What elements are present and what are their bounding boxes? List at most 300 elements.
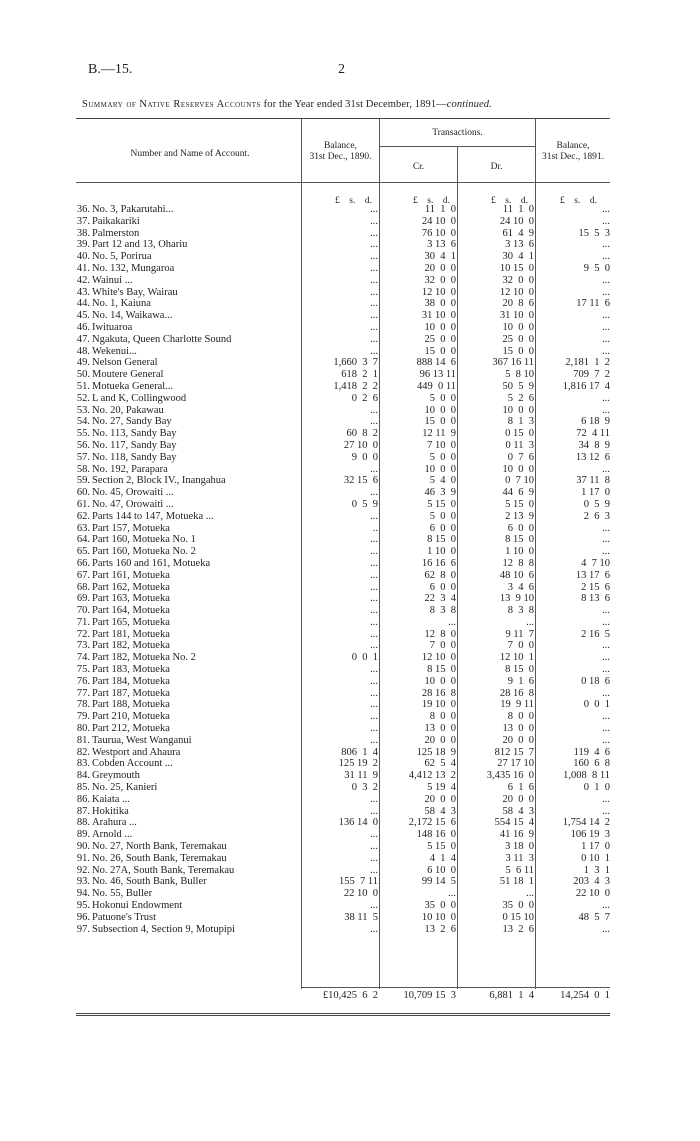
- credit: 125 18 9: [416, 746, 456, 758]
- units-balance-1890: £ s. d.: [335, 196, 372, 206]
- balance-1890: ...: [370, 404, 378, 416]
- debit: 13 0 0: [502, 723, 534, 735]
- debit: 20 0 0: [502, 793, 534, 805]
- balance-1890: ...: [370, 510, 378, 522]
- table-row: [0, 428, 700, 440]
- row-number: 37.: [76, 215, 90, 227]
- credit: 3 13 6: [427, 239, 456, 251]
- balance-1891: 6 18 9: [581, 416, 610, 428]
- balance-1890: ..: [372, 522, 378, 534]
- col-header-transactions: Transactions.: [432, 128, 483, 138]
- balance-1890: 0 0 1: [351, 652, 378, 664]
- debit: 58 4 3: [502, 805, 534, 817]
- debit: 3 13 6: [505, 239, 534, 251]
- balance-1891: ...: [602, 310, 610, 322]
- table-row: [0, 676, 700, 688]
- debit: 50 5 9: [502, 380, 534, 392]
- balance-1890: ...: [370, 699, 378, 711]
- balance-1891: 0 5 9: [583, 498, 610, 510]
- row-number: 57.: [76, 451, 90, 463]
- account-name: No. 118, Sandy Bay: [92, 451, 177, 463]
- row-number: 51.: [76, 380, 90, 392]
- row-number: 79.: [76, 711, 90, 723]
- credit: ...: [448, 888, 456, 900]
- credit: 30 4 1: [424, 251, 456, 263]
- credit: 888 14 6: [416, 357, 456, 369]
- row-number: 50.: [76, 369, 90, 381]
- table-row: [0, 841, 700, 853]
- account-name: Greymouth: [92, 770, 140, 782]
- debit: 9 1 6: [507, 675, 534, 687]
- table-row: [0, 699, 700, 711]
- col-header-dr: Dr.: [490, 162, 503, 172]
- balance-1890: ...: [370, 723, 378, 735]
- credit: 5 15 0: [427, 498, 456, 510]
- account-name: No. 113, Sandy Bay: [92, 428, 177, 440]
- row-number: 60.: [76, 487, 90, 499]
- debit: 5 15 0: [505, 498, 534, 510]
- row-number: 42.: [76, 274, 90, 286]
- balance-1891: ...: [602, 900, 610, 912]
- table-row: [0, 275, 700, 287]
- balance-1890: 806 1 4: [341, 746, 378, 758]
- balance-1891: ...: [602, 204, 610, 215]
- table-row: [0, 546, 700, 558]
- account-name: Part 212, Motueka: [92, 723, 170, 735]
- debit: 1 10 0: [505, 546, 534, 558]
- table-title: [82, 99, 627, 110]
- balance-1890: 136 14 0: [338, 817, 378, 829]
- row-number: 77.: [76, 687, 90, 699]
- account-name: No. 45, Orowaiti ...: [92, 487, 174, 499]
- balance-1891: ...: [602, 687, 610, 699]
- account-name: Part 181, Motueka: [92, 628, 170, 640]
- balance-1891: ...: [602, 546, 610, 558]
- account-name: Part 157, Motueka: [92, 522, 170, 534]
- debit: 3 11 3: [505, 852, 534, 864]
- account-name: Part 188, Motueka: [92, 699, 170, 711]
- credit: 8 3 8: [429, 605, 456, 617]
- title-mid: for the Year ended 31st December, 1891—: [260, 99, 447, 110]
- row-number: 80.: [76, 723, 90, 735]
- debit: ...: [526, 616, 534, 628]
- row-number: 43.: [76, 286, 90, 298]
- credit: 35 0 0: [424, 900, 456, 912]
- balance-1890: ...: [370, 215, 378, 227]
- table-row: [0, 381, 700, 393]
- row-number: 38.: [76, 227, 90, 239]
- table-row: [0, 853, 700, 865]
- balance-1890: 0 2 6: [351, 392, 378, 404]
- balance-1891: 48 5 7: [578, 911, 610, 923]
- account-name: Parts 160 and 161, Motueka: [92, 557, 211, 569]
- balance-1890: ...: [370, 616, 378, 628]
- table-row: [0, 582, 700, 594]
- balance-1891: 2,181 1 2: [565, 357, 610, 369]
- row-number: 59.: [76, 475, 90, 487]
- table-row: [0, 228, 700, 240]
- balance-1891: ...: [602, 534, 610, 546]
- table-row: [0, 900, 700, 912]
- table-row: [0, 216, 700, 228]
- account-name: White's Bay, Wairau: [92, 286, 178, 298]
- table-row: [0, 865, 700, 877]
- credit: 31 10 0: [421, 310, 456, 322]
- debit: 3 18 0: [505, 841, 534, 853]
- table-row: [0, 523, 700, 535]
- balance-1891: 15 5 3: [578, 227, 610, 239]
- table-row: [0, 664, 700, 676]
- balance-1890: ...: [370, 262, 378, 274]
- account-name: Moutere General: [92, 369, 164, 381]
- balance-1891: ...: [602, 711, 610, 723]
- table-row: [0, 440, 700, 452]
- table-row: [0, 534, 700, 546]
- row-number: 36.: [76, 204, 90, 215]
- row-number: 54.: [76, 416, 90, 428]
- debit: 0 11 3: [505, 439, 534, 451]
- table-row: [0, 806, 700, 818]
- units-cr: £ s. d.: [413, 196, 450, 206]
- debit: 2 13 9: [505, 510, 534, 522]
- balance-1891: 2 15 6: [581, 581, 610, 593]
- balance-1891: 9 5 0: [583, 262, 610, 274]
- debit: 6 0 0: [507, 522, 534, 534]
- table-row: [0, 912, 700, 924]
- account-name: Subsection 4, Section 9, Motupipi: [92, 923, 235, 935]
- credit: 12 11 9: [422, 428, 456, 440]
- balance-1891: ...: [602, 605, 610, 617]
- transactions-rule: [380, 146, 535, 147]
- balance-1890: ...: [370, 593, 378, 605]
- account-name: Arahura ...: [92, 817, 137, 829]
- account-name: Part 163, Motueka: [92, 593, 170, 605]
- balance-1890: ...: [370, 274, 378, 286]
- credit: 5 15 0: [427, 841, 456, 853]
- debit: 10 0 0: [502, 404, 534, 416]
- balance-1890: ...: [370, 900, 378, 912]
- table-row: [0, 322, 700, 334]
- debit: 812 15 7: [494, 746, 534, 758]
- row-number: 53.: [76, 404, 90, 416]
- account-name: Wekenui...: [92, 345, 137, 357]
- credit: 58 4 3: [424, 805, 456, 817]
- credit: 20 0 0: [424, 793, 456, 805]
- account-name: No. 47, Orowaiti ...: [92, 498, 174, 510]
- balance-1891: ...: [602, 463, 610, 475]
- table-row: [0, 310, 700, 322]
- units-balance-1891: £ s. d.: [560, 196, 597, 206]
- row-number: 91.: [76, 852, 90, 864]
- debit: 15 0 0: [502, 345, 534, 357]
- col-header-balance-1890-a: Balance,: [324, 141, 357, 151]
- row-number: 88.: [76, 817, 90, 829]
- debit: 51 18 1: [499, 876, 534, 888]
- balance-1891: ...: [602, 251, 610, 263]
- table-row: [0, 204, 700, 216]
- table-row: [0, 346, 700, 358]
- credit: 62 5 4: [424, 758, 456, 770]
- balance-1890: ...: [370, 463, 378, 475]
- balance-1891: 2 6 3: [583, 510, 610, 522]
- debit: 24 10 0: [499, 215, 534, 227]
- row-number: 90.: [76, 841, 90, 853]
- table-row: [0, 782, 700, 794]
- debit: 3,435 16 0: [486, 770, 534, 782]
- account-name: No. 55, Buller: [92, 888, 153, 900]
- table-body: [0, 204, 700, 935]
- header-bottom-rule: [76, 182, 610, 183]
- balance-1890: 618 2 1: [341, 369, 378, 381]
- total-balance-1890: £10,425 6 2: [322, 990, 378, 1001]
- row-number: 39.: [76, 239, 90, 251]
- row-number: 94.: [76, 888, 90, 900]
- debit: 8 0 0: [507, 711, 534, 723]
- balance-1890: ...: [370, 204, 378, 215]
- row-number: 78.: [76, 699, 90, 711]
- row-number: 75.: [76, 664, 90, 676]
- balance-1890: 0 3 2: [351, 782, 378, 794]
- balance-1890: ...: [370, 793, 378, 805]
- totals-rule: [301, 987, 610, 988]
- credit: 7 0 0: [429, 640, 456, 652]
- table-row: [0, 416, 700, 428]
- balance-1890: ...: [370, 239, 378, 251]
- balance-1890: ...: [370, 664, 378, 676]
- balance-1891: 119 4 6: [573, 746, 610, 758]
- credit: 8 15 0: [427, 534, 456, 546]
- row-number: 62.: [76, 510, 90, 522]
- debit: 0 15 0: [505, 428, 534, 440]
- total-cr: 10,709 15 3: [403, 990, 456, 1001]
- credit: 148 16 0: [416, 829, 456, 841]
- balance-1891: ...: [602, 734, 610, 746]
- balance-1891: 22 10 0: [575, 888, 610, 900]
- balance-1891: 203 4 3: [573, 876, 610, 888]
- table-row: [0, 298, 700, 310]
- debit: ...: [526, 888, 534, 900]
- account-name: No. 27, Sandy Bay: [92, 416, 172, 428]
- table-row: [0, 405, 700, 417]
- debit: 20 0 0: [502, 734, 534, 746]
- credit: 62 8 0: [424, 569, 456, 581]
- row-number: 73.: [76, 640, 90, 652]
- debit: 48 10 6: [499, 569, 534, 581]
- row-number: 69.: [76, 593, 90, 605]
- debit: 8 15 0: [505, 534, 534, 546]
- balance-1891: ...: [602, 652, 610, 664]
- credit: 38 0 0: [424, 298, 456, 310]
- balance-1891: 160 6 8: [573, 758, 610, 770]
- credit: 20 0 0: [424, 734, 456, 746]
- row-number: 48.: [76, 345, 90, 357]
- balance-1890: ...: [370, 829, 378, 841]
- credit: 10 10 0: [421, 911, 456, 923]
- credit: 13 2 6: [424, 923, 456, 935]
- account-name: Wainui ...: [92, 274, 133, 286]
- balance-1891: ...: [602, 723, 610, 735]
- row-number: 45.: [76, 310, 90, 322]
- account-name: Parts 144 to 147, Motueka ...: [92, 510, 214, 522]
- table-row: [0, 475, 700, 487]
- balance-1890: ...: [370, 581, 378, 593]
- debit: 0 7 6: [507, 451, 534, 463]
- balance-1890: 125 19 2: [338, 758, 378, 770]
- balance-1890: ...: [370, 321, 378, 333]
- debit: 11 1 0: [502, 204, 534, 215]
- balance-1890: ...: [370, 734, 378, 746]
- balance-1890: 31 11 9: [344, 770, 378, 782]
- account-name: Paikakariki: [92, 215, 140, 227]
- row-number: 64.: [76, 534, 90, 546]
- credit: 10 0 0: [424, 321, 456, 333]
- debit: 8 1 3: [507, 416, 534, 428]
- credit: 10 0 0: [424, 463, 456, 475]
- row-number: 72.: [76, 628, 90, 640]
- row-number: 55.: [76, 428, 90, 440]
- credit: 12 8 0: [424, 628, 456, 640]
- balance-1890: ...: [370, 640, 378, 652]
- row-number: 68.: [76, 581, 90, 593]
- table-row: [0, 758, 700, 770]
- debit: 28 16 8: [499, 687, 534, 699]
- table-row: [0, 794, 700, 806]
- debit: 27 17 10: [497, 758, 534, 770]
- debit: 12 10 0: [499, 286, 534, 298]
- row-number: 85.: [76, 782, 90, 794]
- debit: 10 15 0: [499, 262, 534, 274]
- balance-1890: ...: [370, 227, 378, 239]
- table-row: [0, 464, 700, 476]
- table-row: [0, 393, 700, 405]
- account-name: No. 25, Kanieri: [92, 782, 158, 794]
- debit: 61 4 9: [502, 227, 534, 239]
- document-reference: B.—15.: [88, 62, 133, 77]
- debit: 35 0 0: [502, 900, 534, 912]
- balance-1890: 32 15 6: [343, 475, 378, 487]
- balance-1890: 1,660 3 7: [333, 357, 378, 369]
- credit: 22 3 4: [424, 593, 456, 605]
- credit: 6 0 0: [429, 581, 456, 593]
- top-rule: [76, 118, 610, 119]
- credit: 12 10 0: [421, 652, 456, 664]
- account-name: Part 161, Motueka: [92, 569, 170, 581]
- debit: 13 9 10: [499, 593, 534, 605]
- row-number: 52.: [76, 392, 90, 404]
- debit: 13 2 6: [502, 923, 534, 935]
- debit: 20 8 6: [502, 298, 534, 310]
- account-name: Hokitika: [92, 805, 129, 817]
- row-number: 61.: [76, 498, 90, 510]
- credit: 5 0 0: [429, 451, 456, 463]
- balance-1890: ...: [370, 805, 378, 817]
- balance-1890: ...: [370, 687, 378, 699]
- account-name: No. 27, North Bank, Teremakau: [92, 841, 227, 853]
- row-number: 67.: [76, 569, 90, 581]
- credit: 4 1 4: [429, 852, 456, 864]
- table-row: [0, 876, 700, 888]
- balance-1890: 22 10 0: [343, 888, 378, 900]
- account-name: Part 12 and 13, Ohariu: [92, 239, 188, 251]
- credit: 5 0 0: [429, 392, 456, 404]
- balance-1891: 37 11 8: [576, 475, 610, 487]
- credit: 5 4 0: [429, 475, 456, 487]
- balance-1890: 0 5 9: [351, 498, 378, 510]
- balance-1891: 1,816 17 4: [562, 380, 610, 392]
- row-number: 74.: [76, 652, 90, 664]
- credit: 2,172 15 6: [408, 817, 456, 829]
- account-name: No. 1, Kaiuna: [92, 298, 151, 310]
- table-row: [0, 369, 700, 381]
- row-number: 41.: [76, 262, 90, 274]
- table-row: [0, 924, 700, 936]
- balance-1891: 1 17 0: [581, 841, 610, 853]
- account-name: Arnold ...: [92, 829, 133, 841]
- debit: 5 6 11: [505, 864, 534, 876]
- account-name: Kaiata ...: [92, 793, 130, 805]
- credit: 20 0 0: [424, 262, 456, 274]
- debit: 44 6 9: [502, 487, 534, 499]
- bottom-rule: [76, 1013, 610, 1016]
- balance-1890: ...: [370, 864, 378, 876]
- balance-1890: ...: [370, 534, 378, 546]
- balance-1891: ...: [602, 392, 610, 404]
- balance-1890: 27 10 0: [343, 439, 378, 451]
- table-row: [0, 735, 700, 747]
- row-number: 81.: [76, 734, 90, 746]
- table-row: [0, 652, 700, 664]
- balance-1891: 1,008 8 11: [563, 770, 610, 782]
- balance-1890: ...: [370, 605, 378, 617]
- credit: 76 10 0: [421, 227, 456, 239]
- debit: 3 4 6: [507, 581, 534, 593]
- account-name: Part 164, Motueka: [92, 605, 170, 617]
- row-number: 40.: [76, 251, 90, 263]
- row-number: 70.: [76, 605, 90, 617]
- balance-1891: ...: [602, 805, 610, 817]
- col-header-balance-1891-a: Balance,: [556, 141, 590, 151]
- balance-1890: ...: [370, 546, 378, 558]
- account-name: Part 160, Motueka No. 1: [92, 534, 196, 546]
- account-name: Motueka General...: [92, 380, 174, 392]
- debit: 30 4 1: [502, 251, 534, 263]
- balance-1891: ...: [602, 321, 610, 333]
- total-balance-1891: 14,254 0 1: [560, 990, 610, 1001]
- row-number: 63.: [76, 522, 90, 534]
- table-row: [0, 888, 700, 900]
- balance-1890: ...: [370, 628, 378, 640]
- title-tail: continued.: [446, 99, 492, 110]
- account-name: Palmerston: [92, 227, 140, 239]
- balance-1890: ...: [370, 416, 378, 428]
- account-name: Part 187, Motueka: [92, 687, 170, 699]
- row-number: 46.: [76, 321, 90, 333]
- row-number: 47.: [76, 333, 90, 345]
- table-row: [0, 511, 700, 523]
- row-number: 96.: [76, 911, 90, 923]
- balance-1891: ...: [602, 923, 610, 935]
- credit: 12 10 0: [421, 286, 456, 298]
- table-row: [0, 711, 700, 723]
- account-name: Part 184, Motueka: [92, 675, 170, 687]
- total-dr: 6,881 1 4: [489, 990, 534, 1001]
- units-dr: £ s. d.: [491, 196, 528, 206]
- balance-1891: 13 12 6: [575, 451, 610, 463]
- balance-1890: ...: [370, 569, 378, 581]
- balance-1890: ...: [370, 852, 378, 864]
- balance-1891: ...: [602, 404, 610, 416]
- debit: 8 15 0: [505, 664, 534, 676]
